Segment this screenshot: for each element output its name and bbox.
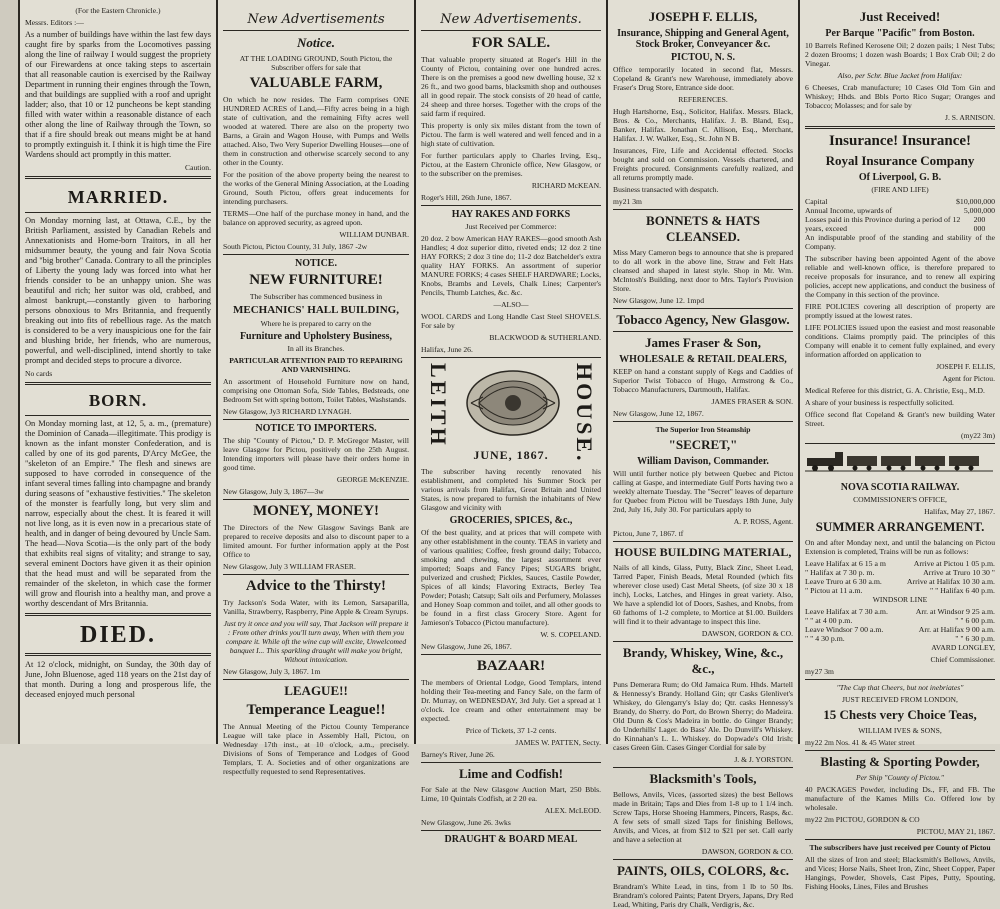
ellis-subtitle: Insurance, Shipping and General Agent, Stock Broker, Conveyancer &c. [617,28,789,50]
brandy-title: Brandy, Whiskey, Wine, &c., &c., [622,645,784,676]
ornament-illustration [463,367,563,439]
bazaar-place: Barney's River, June 26. [421,750,495,759]
leith-date: JUNE, 1867. [473,448,549,462]
forks-title: HAY RAKES AND FORKS [451,209,571,220]
train-right: " " Halifax 6 40 p.m. [929,586,995,595]
powder-signature: my22 2m PICTOU, GORDON & CO [805,815,920,824]
divider [421,830,601,831]
received-subtitle: Per Barque "Pacific" from Boston. [825,28,975,39]
farm-text: On which he now resides. The Farm comprises ONE HUNDRED ACRES of Land,—Fifty acres being in a high state of cultivation, and the remaining Fifty acres well wooded at watered. There are also on the property two Barns, a Grain and Wagon House, with Pumps and Wells attached. Also, Two Very Superior Dwelling Houses—one of them in construction and otherwise scarcely second to any other in the County. [223,95,409,167]
divider [223,499,409,500]
divider [805,839,995,840]
farm-text-2: For the position of the above property being the nearest to the works of the General Mining Association, at the Loading Ground, South Pictou, offers great inducements for intending purchasers. [223,170,409,206]
furniture-prep: Where he is prepared to carry on the [260,319,372,328]
steamship-title: The Superior Iron Steamship [655,425,751,434]
divider [25,613,211,616]
divider [613,541,793,542]
railway-date: Halifax, May 27, 1867. [924,507,995,516]
fraser-title: James Fraser & Son, [644,335,762,350]
ellis-office: Office temporarily located in second flat, Messrs. Copeland & Grant's new Warehouse, immediately above Fraser's Drug Store, Entrance side door. [613,65,793,92]
windsor-left: " " 4 30 p.m. [805,634,845,643]
powder-title: Blasting & Sporting Powder, [820,754,980,769]
ellis-text: Insurances, Fire, Life and Accidental effected. Stocks bought and sold on Commission. Vessels chartered, and Freights procured. Consignments carefully realized, and all returns promptly made. [613,146,793,182]
furniture-signature: New Glasgow, Jy3 RICHARD LYNAGH. [223,407,352,416]
train-right: Arrive at Pictou 1 05 p.m. [913,559,995,568]
ellis-date: my21 3m [613,197,642,206]
leith-word: LEITH [426,363,451,448]
train-left: " Pictou at 11 a.m. [805,586,863,595]
royal-text-2: The subscriber having been appointed Agent of the above reliable and well-known office, is therefore prepared to receive proposals for insurance, and to renew all expiring policies, accept new applications, and conduct the business of the Company in this section of the province. [805,254,995,299]
sale-title: FOR SALE. [471,35,551,51]
ellis-references: Hugh Hartshorne, Esq., Solicitor, Halifax. Messrs. Black, Bros. & Co., Merchants, Halifax. J. B. Bland, Esq., Banker, Halifax. Jonathan C. Allison, Esq., Merchant, Halifax. J. W. Walker, Esq., St. John N B. [613,107,793,143]
windsor-right: " " 6 00 p.m. [955,616,995,625]
building-title: HOUSE BUILDING MATERIAL, [614,545,792,559]
windsor-left: " " at 4 00 p.m. [805,616,853,625]
leith-goods: GROCERIES, SPICES, &c., [449,515,573,526]
divider [25,212,211,213]
subscribers-text: All the sizes of Iron and steel; Blacksmith's Bellows, Anvils, and Vices; Horse Nails, Sheet Iron, Zinc, Sheet Copper, Paper Hangings, Powder, Shovels, Cast Pipes, Putty, Spouting, Fishing Hooks, Lines, Files and Brushes [805,855,995,891]
train-right: Arrive at Truro 10 30 " [923,568,995,577]
thirsty-title: Advice to the Thirsty! [245,578,387,594]
forks-also: —ALSO— [493,300,529,309]
timetable-main [805,559,995,595]
capital-row [805,206,995,215]
sale-date: Roger's Hill, 26th June, 1867. [421,193,512,202]
furniture-place: MECHANICS' HALL BUILDING, [233,304,399,316]
notice-intro: AT THE LOADING GROUND, South Pictou, the Subscriber offers for sale that [239,54,393,72]
train-row [805,559,995,568]
died-text: At 12 o'clock, midnight, on Sunday, the 30th day of June, John Bluenose, aged 118 years on the 21st day of that month. During a long and prosperous life, the deceased enjoyed much personal [25,660,211,699]
capital-row [805,215,995,233]
divider [25,415,211,416]
cheers-subtitle: JUST RECEIVED FROM LONDON, [842,695,958,704]
importers-title: NOTICE TO IMPORTERS. [255,423,377,434]
leith-house-banner [421,361,601,465]
divider [805,679,995,680]
tobacco-title: Tobacco Agency, New Glasgow. [616,312,790,327]
steamship-date: Pictou, June 7, 1867. tf [613,529,684,538]
ellis-title: JOSEPH F. ELLIS, [648,9,758,24]
capital-left: Capital [805,197,828,206]
farm-terms: TERMS—One half of the purchase money in hand, and the balance on approved security, as agreed upon. [223,209,409,227]
halifax-signature: J. S. ARNISON. [944,113,995,122]
steamship-text: Will until further notice ply between Quebec and Pictou calling at Gaspe, and intermediate Gulf Ports having two a weekly alternate Tuesday. The "Secret" leaves of departure for Quebec from Pictou will be Tuesdays 18th June, July 2nd, July 16, July 30. For particulars apply to [613,469,793,514]
money-text: The Directors of the New Glasgow Savings Bank are prepared to receive deposits and also to discount paper to a limited amount. For further information apply at the Post Office to [223,523,409,559]
royal-signature: JOSEPH F. ELLIS, [936,362,995,371]
money-title: MONEY, MONEY! [252,503,380,519]
temperance-text: The Annual Meeting of the Pictou County Temperance League will take place in Assembly Hall, Pictou, on Wednesday 17th inst., at 10 o'clock, a.m., precisely. Divisions of Sons of Temperance and Lodges of Good Templars, T. A. Societies and of other organizations are respectfully requested to send Representatives. [223,722,409,776]
ellis-place: PICTOU, N. S. [671,52,735,63]
column-insurance-railway [800,0,1000,891]
powder-text: 40 PACKAGES Powder, including Ds., FF, and FB. The manufacture of the Kames Mills Co. Offered low by wholesale. [805,785,995,812]
divider [805,750,995,751]
thirsty-text: Try Jackson's Soda Water, with its Lemon, Sarsaparilla, Vanilla, Strawberry, Raspberry, Pine Apple & Cream Syrups. [223,598,409,616]
from-halifax: Also, per Schr. Blue Jacket from Halifax: [837,71,963,80]
insurance-title: Insurance! Insurance! [828,133,972,149]
received-title: Just Received! [859,9,941,24]
powder-date: PICTOU, MAY 21, 1867. [916,827,995,836]
summer-title: SUMMER ARRANGEMENT. [815,519,985,534]
farm-signature: WILLIAM DUNBAR. [339,230,409,239]
train-right: Arrive at Halifax 10 30 a.m. [906,577,995,586]
fraser-date: New Glasgow, June 12, 1867. [613,409,704,418]
paints-text: Brandram's White Lead, in tins, from 1 lb to 50 lbs. Brandram's colored Paints; Patent Dryers, Japans, Dry Red Lead, Whiting, Paris dry Chalk, Verdigris, &c. [613,882,793,909]
thirsty-poem: Just try it once and you will say, That Jackson will prepare it : From other drinks you'll turn away, When with them you compare it. While oft the wine cup will excite, Unwelcomed banquet I... This sparkling draught will make you bright, Without intoxication. [223,619,409,664]
royal-referee-2: A share of your business is respectfully solicited. [805,398,954,407]
page-gutter [0,0,18,744]
column-new-advertisements-1 [218,0,414,776]
house-word: HOUSE. [572,363,597,464]
cheers-title: "The Cup that Cheers, but not inebriates" [836,683,964,692]
temperance-title: Temperance League!! [246,702,386,718]
leith-text-2: Of the best quality, and at prices that will compete with any other establishment in the county. TEAS in variety and of various qualities; Coffee, fresh ground daily; Tobacco, smoking and chewing, the largest assortment ever imported; Soaps and Fancy Pipes; SUGARS bright, pulverized and crushed; Pickles, Sauces, Castile Powder, Spices of all kinds; Flavoring Extracts, Berley Tea Powder; Potash; Catsup; Salt oils and Perfumery, Molasses and Honey Soap common and toilet, and all other goods to be found in a first class Grocery Store. Agent for Jamieson's Tobacco (Pictou manufacture). [421,528,601,627]
capital-left: Losses paid in this Province during a period of 12 years, exceed [805,215,961,233]
brandy-signature: J. & J. YORSTON. [734,755,793,764]
windsor-row [805,607,995,616]
blacksmith-title: Blacksmith's Tools, [649,771,757,786]
royal-subtitle: (FIRE AND LIFE) [871,185,929,194]
windsor-row [805,616,995,625]
windsor-right: Arr. at Windsor 9 25 a.m. [915,607,995,616]
divider [805,443,995,444]
league-title: LEAGUE!! [284,683,348,698]
furniture-intro: The Subscriber has commenced business in [249,292,383,301]
timetable-windsor [805,607,995,643]
royal-text-4: LIFE POLICIES issued upon the easiest and most reasonable conditions. Claims promptly paid. The principles of this Company will enable it to cement fully explained, and every information afforded on application to [805,323,995,359]
furniture-attention: PARTICULAR ATTENTION PAID TO REPAIRING AND VARNISHING. [229,356,403,374]
steamship-captain: William Davison, Commander. [637,456,769,467]
lime-date: New Glasgow, June 26. 3wks [421,818,511,827]
bonnets-title: BONNETS & HATS CLEANSED. [646,213,760,244]
bazaar-price: Price of Tickets, 37 1-2 cents. [465,726,557,735]
section-heading: New Advertisements [223,12,409,31]
building-signature: DAWSON, GORDON & CO. [701,629,793,638]
royal-office: Office second flat Copeland & Grant's new building Water Street. [805,410,995,428]
train-left: " Halifax at 7 30 p. m. [805,568,875,577]
steamship-name: "SECRET," [668,437,738,452]
farm-title: VALUABLE FARM, [249,75,383,91]
building-text: Nails of all kinds, Glass, Putty, Black Zinc, Sheet Lead, Tarred Paper, Finish Beads, Metal Rounded (which fits wherever close used) Cast Metal Sheets, (of size 30 x 18 inch), Locks, Latches, and Hinges in great variety. Also, We have a splendid lot of Doors, Sashes, and Knobs, from 60 fathoms of 1-2 complete, to Mortice at $1.00. Builders will find it to their advantage to inspect this line. [613,563,793,626]
bazaar-title: BAZAAR! [476,658,546,674]
divider [223,574,409,575]
capital-right: 200 000 [973,215,986,233]
leith-text: The subscriber having recently renovated his establishment, and completed his Summer Stock per various arrivals from Halifax, Great Britain and United States, is now prepared to furnish the inhabitants of New Glasgow and vicinity with [421,467,601,512]
railway-signature: AVARD LONGLEY, [931,643,995,652]
divider [613,308,793,309]
importers-signature: GEORGE McKENZIE. [336,475,409,484]
divider [421,205,601,206]
lime-title: Lime and Codfish! [458,766,564,781]
divider [223,419,409,420]
powder-subtitle: Per Ship "County of Pictou." [856,773,944,782]
ellis-references-heading: REFERENCES. [678,95,728,104]
chests-date: my22 2m Nos. 41 & 45 Water street [805,738,915,747]
furniture-title: NEW FURNITURE! [249,272,383,288]
train-row [805,586,995,595]
windsor-left: Leave Windsor 7 00 a.m. [805,625,884,634]
railway-title: NOVA SCOTIA RAILWAY. [840,482,960,493]
ellis-note: Business transacted with despatch. [613,185,719,194]
divider [613,209,793,210]
married-text: On Monday morning last, at Ottawa, C.E., by the British Parliament, assisted by Canadian Rebels and Annexationists and Home-born Traitors, in all her midsummer beauty, the young and fair Nova Scotia and "big brother" Canada. Contrary to all the principles of Liberty the young lady was forced into what her friends consider to be an unhappy union. She was beautiful and rich; her suitor was old, crabbed, and almost bankrupt,—constantly given to harboring persons obnoxious to Mrs Britannia, and frequently breaking out into fits of rebellious rage. As the match is considered to be a very inauspicious one for the fair and blushing bride, her friends, who are numerous, powerful, and well-disciplined, intend shortly to take prompt and decided steps to procure a divorce. [25,216,211,365]
furniture-business: Furniture and Upholstery Business, [239,331,393,342]
fraser-signature: JAMES FRASER & SON. [711,397,793,406]
forks-signature: BLACKWOOD & SUTHERLAND. [489,333,601,342]
divider [421,654,601,655]
fraser-text: KEEP on hand a constant supply of Kegs and Caddies of Superior Twist Tobacco of Hugo, Armstrong & Co., Tobacco Manufacturers, Dartmouth, Halifax. [613,367,793,394]
married-heading: MARRIED. [67,187,169,207]
divider [613,641,793,642]
royal-text-3: FIRE POLICIES covering all description of property are promptly issued at the lowest rates. [805,302,995,320]
died-heading: DIED. [79,622,156,648]
fraser-subtitle: WHOLESALE & RETAIL DEALERS, [619,354,787,365]
paints-title: PAINTS, OILS, COLORS, &c. [616,863,790,878]
chests-subtitle: WILLIAM IVES & SONS, [858,726,942,735]
sale-text-3: For further particulars apply to Charles Irving, Esq., Pictou, at the Eastern Chronicle office, New Glasgow, or to the subscriber on the premises. [421,151,601,178]
divider [613,331,793,332]
divider [25,382,211,385]
brandy-text: Puns Demerara Rum; do Old Jamaica Rum. Hhds. Martell & Hennessy's Brandy. Holland Gin; qtr Casks Glenlivet's Whiskey, do Glengarry's Islay do; Qtr. casks Hennessy's Brandy, do Sherry. do Port, do Brown Sherry; do Madeira. Old Dunn & Cos's Madeira in bottle. do Ginger Brandy; do Underhills' Lager. do Bass' Ale. Do Dunvill's Whiskey. do Kinnahan's L. L. Whiskey. do Dopwade's Old Irish; cases Green Gin. Cases Ginger Cordial for sale by [613,680,793,752]
capital-left: Annual Income, upwards of [805,206,893,215]
thirsty-date: New Glasgow, July 3, 1867. 1m [223,667,321,676]
lime-text: For Sale at the New Glasgow Auction Mart, 250 Bbls. Lime, 10 Quintals Codfish, at 2 20 ea. [421,785,601,803]
divider [613,767,793,768]
furniture-notice: NOTICE. [295,258,337,269]
steamship-signature: A. P. ROSS, Agent. [733,517,793,526]
money-signature: New Glasgow, July 3 WILLIAM FRASER. [223,562,356,571]
railway-office: COMMISSIONER'S OFFICE, [853,495,947,504]
farm-date: South Pictou, Pictou County, 31 July, 1867 -2w [223,242,368,251]
blacksmith-text: Bellows, Anvils, Vices, (assorted sizes) the best Bellows made in Britain; Taps and Dies from 1-8 up to 1 1/4 inch. Screw Taps, Horse Shoeing Hammers, Pincers, Rasps, &c. A few sets of small sized Taps for finishing Bellows, Anvils, and Vices, at from $12 to $21 per set. Call early and have a selection at [613,790,793,844]
bottom-title: DRAUGHT & BOARD MEAL [444,834,578,845]
forks-intro: Just Received per Commerce: [465,222,557,231]
sale-signature: RICHARD McKEAN. [531,181,601,190]
windsor-heading: WINDSOR LINE [872,595,928,604]
divider [805,126,995,129]
halifax-text: 6 Cheeses, Crab manufacture; 10 Cases Old Tom Gin and Whiskey; Hhds. and Bbls Porto Rico Sugar; Oranges and Tobacco; Molasses; and for sale by [805,83,995,110]
capital-right: 5,000,000 [963,206,995,215]
married-tail: No cards [25,369,53,378]
royal-signature-2: Agent for Pictou. [942,374,995,383]
windsor-row [805,634,995,643]
divider [223,254,409,255]
importers-date: New Glasgow, July 3, 1867—3w [223,487,324,496]
summer-text: On and after Monday next, and until the balancing on Pictou Extension is completed, Trains will be run as follows: [805,538,995,556]
royal-referee: Medical Referee for this district, G. A. Christie, Esq., M.D. [805,386,985,395]
forks-list: 20 doz. 2 bow American HAY RAKES—good smooth Ash Handles; 4 doz superior ditto, riveted ends; 12 doz 2 tine HAY FORKS; 2 doz 3 tine do; 11-2 doz Batchelder's extra quality HAY FORKS. An assortment of superior MANURE FORKS; 4 cases SHELF HARDWARE; Locks, Knobs, Brambs and Levels, Chalk Lines; Carpenter's Pencils, Thumb Latches, &c. &c. [421,234,601,297]
railway-code: my27 3m [805,667,834,676]
windsor-row [805,625,995,634]
column-letters-notices [20,0,216,744]
divider [421,357,601,358]
windsor-right: Arr. at Halifax 9 00 a.m. [918,625,995,634]
chests-title: 15 Chests very Choice Teas, [823,707,977,722]
received-text: 10 Barrels Refined Kerosene Oil; 2 dozen pails; 1 Nest Tubs; 2 dozen Brooms; 1 dozen wash Boards; 1 Box Crab Oil; 2 do Vinegar. [805,41,995,68]
column-new-advertisements-2 [416,0,606,845]
divider [421,762,601,763]
royal-text: An indisputable proof of the standing and stability of the Company. [805,233,995,251]
divider [223,679,409,680]
furniture-text: An assortment of Household Furniture now on hand, comprising one Ottoman Sofa, Side Tables, Bedsteads, one Bedroom Set with spring bottom, Toilet Tables, Washstands. [223,377,409,404]
sale-text: That valuable property situated at Roger's Hill in the County of Pictou, containing over one hundred acres. There is on the premises a good new dwelling house, 32 x 26 ft., and two good barns, blacksmith shop and outhouses all in good repair. The stock consists of 20 head of cattle, 24 sheep and three horses. Together with the crops of the said farm if required. [421,55,601,118]
born-text: On Monday morning last, at 12, 5, a. m., (premature) the Dominion of Canada—illegitimate. This prodigy is known as the infant monster Confederation, and is called by one of its god parents, D'Arcy McGee, the "skeleton of an Empire." The flesh and sinews are supposed to have corroded in consequence of the infant several times falling into champagne and brandy during seasons of "exhaustive festivities." The skeleton of the monster is fearfully long, but very slim and narrow, especially about the chest. It is feared it will not live long, as it is even now in a precarious state of health, and in danger of being devoured by Uncle Sam. The head—Nova Scotia—is the only part of the body that exhibits real signs of vitality; and strange to say, several eminent Doctors have given it as their opinion that the head must and will be separated from the remainder of the skeleton, in which case the former will grow and flourish into a healthy man, and prove a worthy descendant of Mrs Britannia. [25,419,211,608]
fire-signature: Caution. [185,163,211,172]
capital-table [805,197,995,233]
importers-text: The ship "County of Pictou," D. P. McGregor Master, will leave Glasgow for Pictou, positively on the 25th August. Intending importers will please have their orders home in good time. [223,436,409,472]
subscribers-title: The subscribers have just received per County of Pictou [809,843,991,852]
sale-text-2: This property is only six miles distant from the town of Pictou. The farm is well watered and well fenced and in a high state of cultivation. [421,121,601,148]
capital-row [805,197,995,206]
royal-place: Of Liverpool, G. B. [858,172,942,183]
born-heading: BORN. [88,391,148,410]
column-merchants [608,0,798,909]
fire-letter: As a number of buildings have within the last few days caught fire by sparks from the Locomotives passing along the line of railway I would suggest the propriety of our Firewardens at once taking steps to ascertain that all reasonable caution is exercised by the Railway Department in running their engines through the Town, and that buildings are supplied with a roof and upright ladder; also, that 10 or 12 puncheons be kept standing filled with water within a reasonable distance of each other along the line of Railway through the Town, so that if a fire should break out means might be at hand to promptly extinguish it. I think it is high time the Fire Wardens should act promptly in this matter. [25,30,211,159]
bazaar-text: The members of Oriental Lodge, Good Templars, intend holding their Tea-meeting and Fancy Sale, on the farm of Dr. Murray, on WEDNESDAY, 3rd July. Get a spread at 1 o'clock. Ice cream and other entertainment may be expected. [421,678,601,723]
windsor-left: Leave Halifax at 7 30 a.m. [805,607,888,616]
train-left: Leave Truro at 6 30 a.m. [805,577,882,586]
divider [613,859,793,860]
notice-title: Notice. [297,35,335,50]
section-heading: New Advertisements. [421,12,601,31]
lime-signature: ALEX. McLEOD. [544,806,601,815]
windsor-right: " " 6 30 p.m. [955,634,995,643]
capital-right: $10,000,000 [956,197,995,206]
train-row [805,577,995,586]
divider [25,653,211,656]
divider [613,421,793,422]
salutation: Messrs. Editors :— [25,18,84,27]
royal-title: Royal Insurance Company [825,153,975,168]
blacksmith-signature: DAWSON, GORDON & CO. [701,847,793,856]
train-row [805,568,995,577]
leith-date-2: New Glasgow, June 26, 1867. [421,642,512,651]
divider [25,176,211,179]
forks-text: WOOL CARDS and Long Handle Cast Steel SHOVELS. For sale by [421,312,601,330]
locomotive-illustration [805,450,993,472]
furniture-branches: In all its Branches. [287,344,345,353]
bonnets-date: New Glasgow, June 12. 1mpd [613,296,705,305]
leith-signature: W. S. COPELAND. [540,630,601,639]
bazaar-signature: JAMES W. PATTEN, Secty. [515,738,601,747]
chronicle-note: (For the Eastern Chronicle.) [75,6,161,15]
royal-date: (my22 3m) [961,431,995,440]
forks-date: Halifax, June 26. [421,345,473,354]
railway-signature-2: Chief Commissioner. [930,655,995,664]
train-left: Leave Halifax at 6 15 a m [805,559,886,568]
bonnets-text: Miss Mary Cameron begs to announce that she is prepared to do all work in the above line, Straw and Felt Hats cleansed and shaped in latest style. Shop in Mr. Wm. McIntosh's Building, next door to Mrs. Taylor's Provision Store. [613,248,793,293]
